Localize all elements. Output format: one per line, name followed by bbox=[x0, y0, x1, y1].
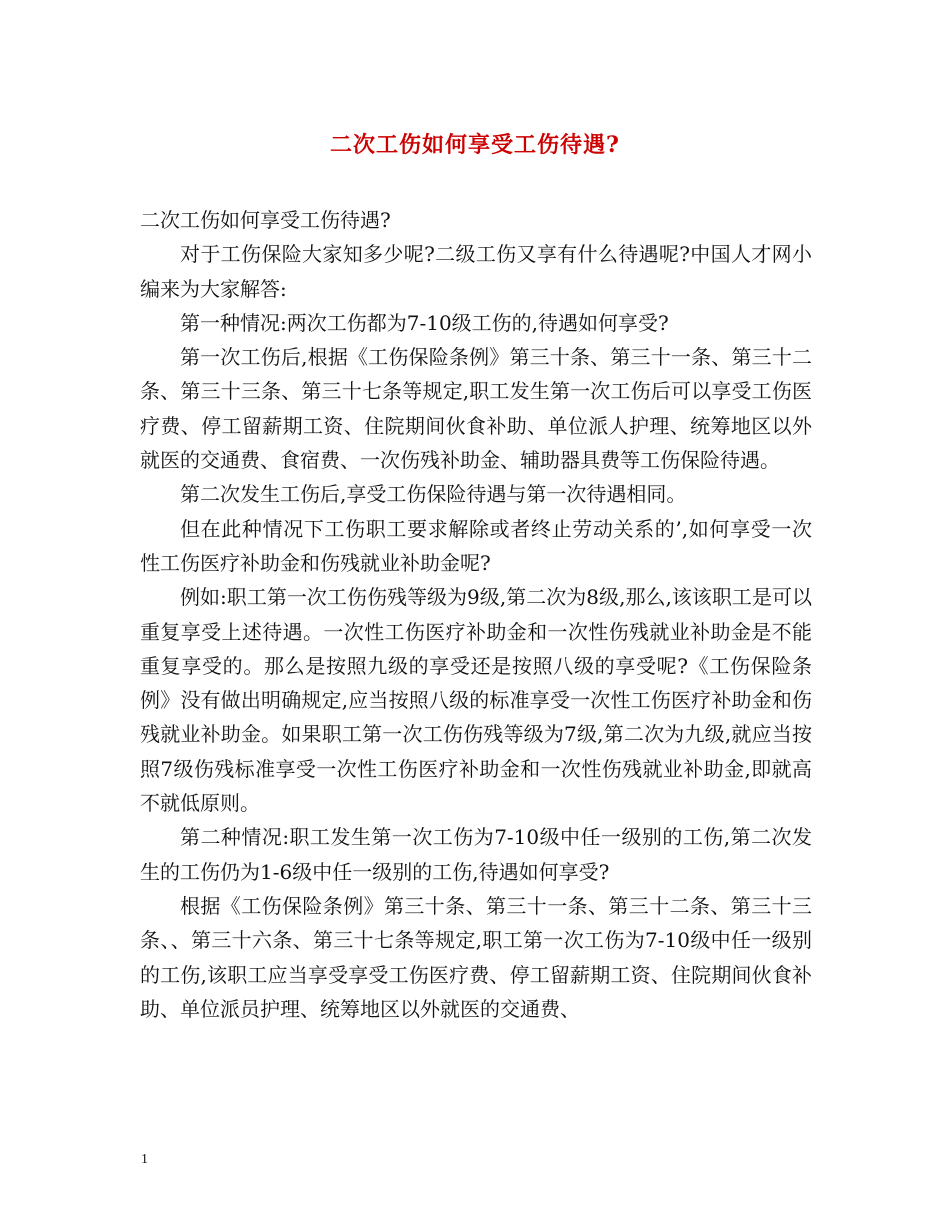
paragraph: 第二种情况:职工发生第一次工伤为7-10级中任一级别的工伤,第二次发生的工伤仍为1-6级中任一级别的工伤,待遇如何享受? bbox=[140, 825, 812, 884]
page-number: 1 bbox=[141, 1152, 148, 1167]
document-body bbox=[140, 203, 812, 1026]
paragraph: 第一次工伤后,根据《工伤保险条例》第三十条、第三十一条、第三十二条、第三十三条、第三十七条等规定,职工发生第一次工伤后可以享受工伤医疗费、停工留薪期工资、住院期间伙食补助、单位派人护理、统筹地区以外就医的交通费、食宿费、一次伤残补助金、辅助器具费等工伤保险待遇。 bbox=[140, 345, 812, 473]
paragraph: 二次工伤如何享受工伤待遇? bbox=[140, 208, 391, 232]
paragraph: 例如:职工第一次工伤伤残等级为9级,第二次为8级,那么,该该职工是可以重复享受上述待遇。一次性工伤医疗补助金和一次性伤残就业补助金是不能重复享受的。那么是按照九级的享受还是按照八级的享受呢?《工伤保险条例》没有做出明确规定,应当按照八级的标准享受一次性工伤医疗补助金和伤残就业补助金。如果职工第一次工伤伤残等级为7级,第二次为九级,就应当按照7级伤残标准享受一次性工伤医疗补助金和一次性伤残就业补助金,即就高不就低原则。 bbox=[140, 585, 812, 816]
paragraph: 第一种情况:两次工伤都为7-10级工伤的,待遇如何享受? bbox=[180, 310, 669, 335]
paragraph: 第二次发生工伤后,享受工伤保险待遇与第一次待遇相同。 bbox=[180, 482, 687, 507]
paragraph: 对于工伤保险大家知多少呢?二级工伤又享有什么待遇呢?中国人才网小编来为大家解答: bbox=[140, 242, 812, 301]
document-title: 二次工伤如何享受工伤待遇? bbox=[330, 132, 620, 158]
paragraph: 但在此种情况下工伤职工要求解除或者终止劳动关系的’,如何享受一次性工伤医疗补助金和伤残就业补助金呢? bbox=[140, 516, 812, 575]
paragraph: 根据《工伤保险条例》第三十条、第三十一条、第三十二条、第三十三条、、第三十六条、第三十七条等规定,职工第一次工伤为7-10级中任一级别的工伤,该职工应当享受享受工伤医疗费、停工留薪期工资、住院期间伙食补助、单位派员护理、统筹地区以外就医的交通费、 bbox=[140, 893, 812, 1021]
